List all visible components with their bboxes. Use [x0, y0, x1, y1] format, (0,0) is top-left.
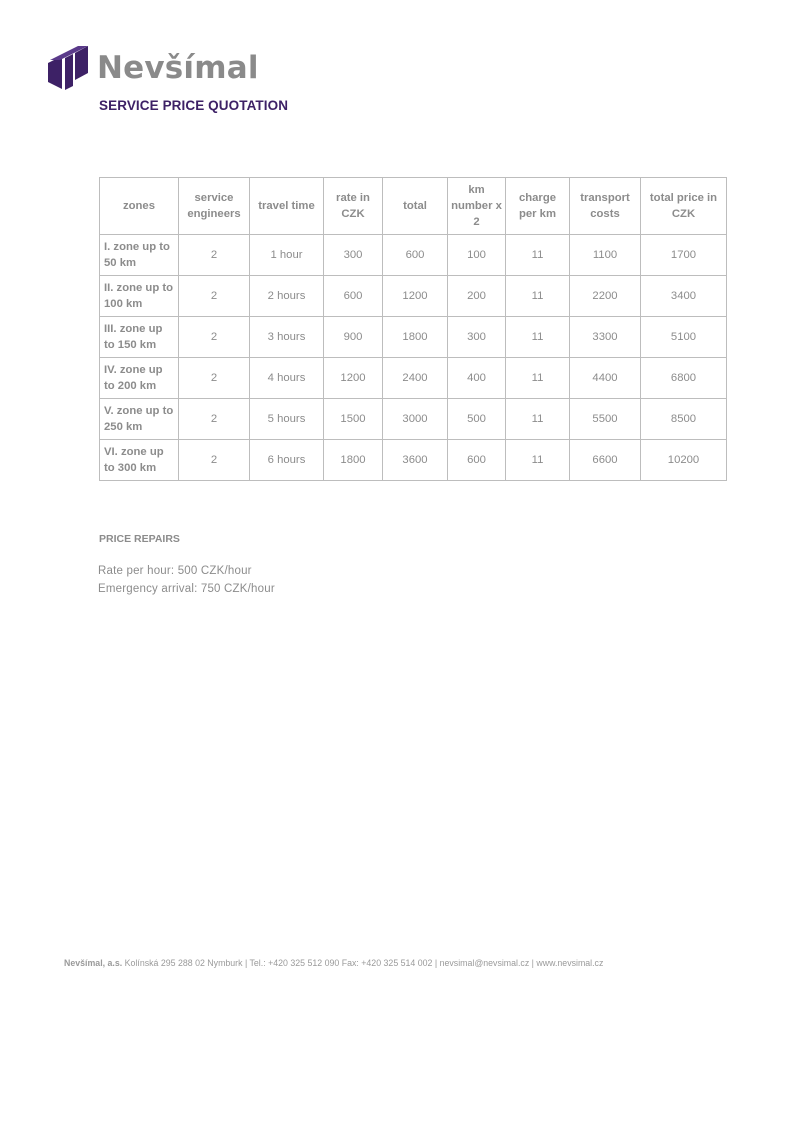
- table-cell: 8500: [641, 399, 727, 440]
- table-cell: 300: [324, 235, 383, 276]
- repair-emergency-rate: Emergency arrival: 750 CZK/hour: [98, 583, 275, 595]
- table-cell: 11: [506, 440, 570, 481]
- table-cell-zone: II. zone up to 100 km: [100, 276, 179, 317]
- table-cell: 4 hours: [250, 358, 324, 399]
- table-cell: 11: [506, 399, 570, 440]
- footer: [64, 958, 603, 968]
- table-cell: 3000: [383, 399, 448, 440]
- document-title: SERVICE PRICE QUOTATION: [99, 98, 289, 113]
- table-cell: 500: [448, 399, 506, 440]
- table-cell: 1200: [383, 276, 448, 317]
- header-zones: zones: [100, 178, 179, 235]
- table-cell: 900: [324, 317, 383, 358]
- nevsimal-logo-icon: [48, 46, 89, 92]
- table-cell: 2 hours: [250, 276, 324, 317]
- table-cell: 1800: [383, 317, 448, 358]
- table-cell: 2: [179, 235, 250, 276]
- table-cell: 3600: [383, 440, 448, 481]
- table-cell: 100: [448, 235, 506, 276]
- table-row: [100, 358, 727, 399]
- table-cell: 2: [179, 276, 250, 317]
- table-cell: 2: [179, 399, 250, 440]
- table-cell-zone: I. zone up to 50 km: [100, 235, 179, 276]
- header-travel-time: travel time: [250, 178, 324, 235]
- header-total-price: total price in CZK: [641, 178, 727, 235]
- table-cell: 6600: [570, 440, 641, 481]
- price-repairs-heading: PRICE REPAIRS: [99, 533, 180, 545]
- table-cell: 1 hour: [250, 235, 324, 276]
- table-cell: 11: [506, 276, 570, 317]
- table-cell: 5500: [570, 399, 641, 440]
- table-cell: 2: [179, 317, 250, 358]
- table-cell-zone: III. zone up to 150 km: [100, 317, 179, 358]
- table-row: [100, 276, 727, 317]
- table-cell: 4400: [570, 358, 641, 399]
- table-cell-zone: VI. zone up to 300 km: [100, 440, 179, 481]
- header-km-number: km number x 2: [448, 178, 506, 235]
- table-cell: 2: [179, 358, 250, 399]
- table-cell: 5100: [641, 317, 727, 358]
- table-cell: 1700: [641, 235, 727, 276]
- table-cell: 600: [383, 235, 448, 276]
- header-transport-costs: transport costs: [570, 178, 641, 235]
- table-cell: 1500: [324, 399, 383, 440]
- table-cell: 200: [448, 276, 506, 317]
- table-row: [100, 440, 727, 481]
- table-cell: 600: [448, 440, 506, 481]
- table-cell: 1100: [570, 235, 641, 276]
- table-cell: 3 hours: [250, 317, 324, 358]
- table-row: [100, 399, 727, 440]
- table-cell: 3400: [641, 276, 727, 317]
- table-cell: 2: [179, 440, 250, 481]
- table-cell: 3300: [570, 317, 641, 358]
- footer-contact-details: Kolínská 295 288 02 Nymburk | Tel.: +420 325 512 090 Fax: +420 325 514 002 | nevsimal@nevsimal.cz | www.nevsimal.cz: [124, 958, 604, 968]
- header-total: total: [383, 178, 448, 235]
- footer-company: Nevšímal, a.s.: [64, 958, 123, 968]
- table-cell: 400: [448, 358, 506, 399]
- brand-logo: [48, 46, 259, 92]
- table-cell: 11: [506, 235, 570, 276]
- table-cell-zone: IV. zone up to 200 km: [100, 358, 179, 399]
- table-cell: 11: [506, 358, 570, 399]
- brand-name: Nevšímal: [97, 49, 259, 86]
- table-cell: 11: [506, 317, 570, 358]
- price-table: [99, 177, 727, 481]
- table-cell: 2200: [570, 276, 641, 317]
- table-cell: 1200: [324, 358, 383, 399]
- table-row: [100, 317, 727, 358]
- header-service-engineers: service engineers: [179, 178, 250, 235]
- table-cell: 5 hours: [250, 399, 324, 440]
- table-cell: 6 hours: [250, 440, 324, 481]
- table-cell: 1800: [324, 440, 383, 481]
- table-cell-zone: V. zone up to 250 km: [100, 399, 179, 440]
- table-cell: 10200: [641, 440, 727, 481]
- header-charge-per-km: charge per km: [506, 178, 570, 235]
- table-header-row: [100, 178, 727, 235]
- repair-rate-per-hour: Rate per hour: 500 CZK/hour: [98, 565, 252, 577]
- table-cell: 2400: [383, 358, 448, 399]
- table-cell: 6800: [641, 358, 727, 399]
- header-rate: rate in CZK: [324, 178, 383, 235]
- table-row: [100, 235, 727, 276]
- table-cell: 300: [448, 317, 506, 358]
- table-cell: 600: [324, 276, 383, 317]
